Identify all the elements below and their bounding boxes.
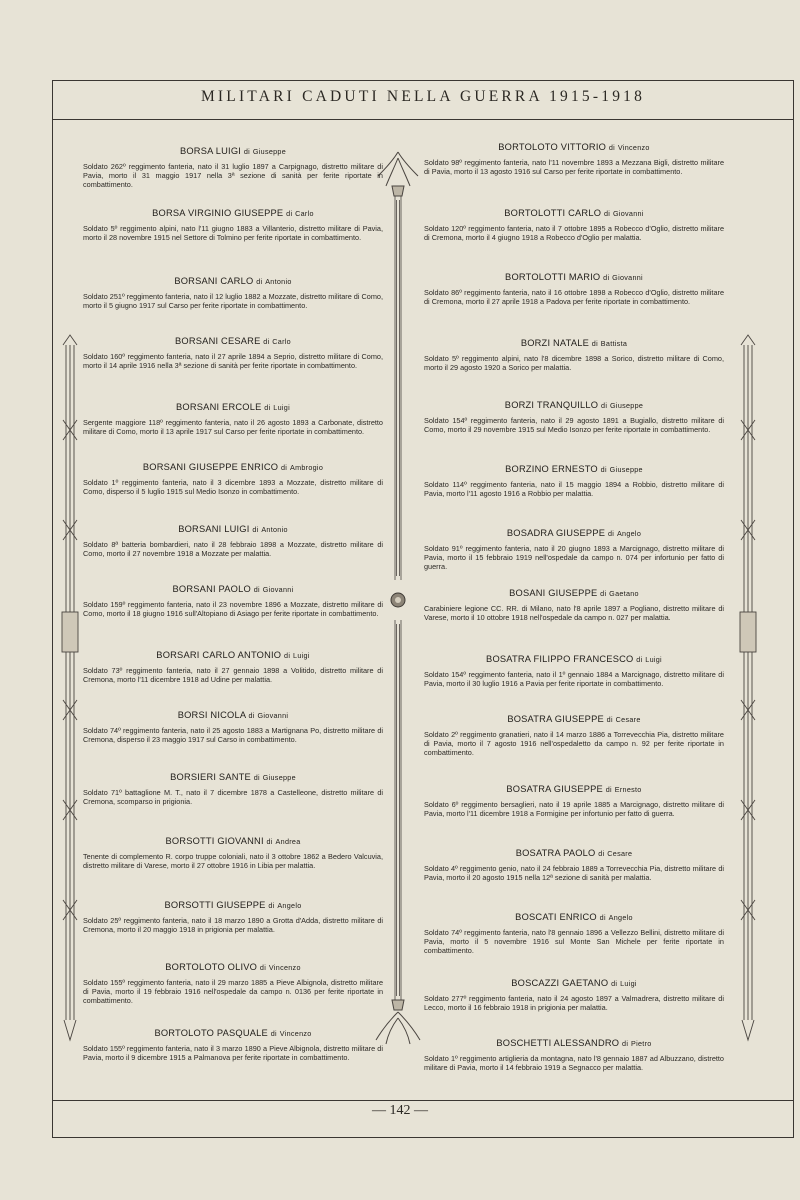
entry-heading [424, 338, 724, 348]
entry-name: BOSATRA PAOLO [515, 848, 596, 858]
entry [83, 146, 383, 189]
entry [424, 464, 724, 499]
entry-father: Giovanni [612, 209, 644, 218]
entry-name: BORSA LUIGI [179, 146, 242, 156]
entry [424, 338, 724, 373]
entry [83, 462, 383, 497]
entry-heading [83, 524, 383, 534]
entry-text: Soldato 154º reggimento fanteria, nato il 1º gennaio 1884 a Marcignago, distretto militare di Pavia, morto il 30 luglio 1916 a Pavia per ferite riportate in combattimento. [424, 670, 724, 688]
entry-text: Soldato 91º reggimento fanteria, nato il 20 giugno 1893 a Marcignago, distretto militare di Pavia, morto il 15 febbraio 1919 nell'ospedale da campo n. 074 per infortunio per fatto di guerra. [424, 544, 724, 571]
entry-father: Vincenzo [279, 1029, 312, 1038]
entry-di: di [243, 147, 251, 156]
entry-father: Andrea [275, 837, 301, 846]
page-title: MILITARI CADUTI NELLA GUERRA 1915-1918 [200, 88, 646, 105]
entry-text: Soldato 6º reggimento bersaglieri, nato il 19 aprile 1885 a Marcignago, distretto militare di Pavia, morto l'11 dicembre 1918 a Formigine per infortunio per fatto di guerra. [424, 800, 724, 818]
entry-text: Tenente di complemento R. corpo truppe coloniali, nato il 3 ottobre 1862 a Bedero Valcuvia, distretto militare di Varese, morto il 27 ottobre 1916 in Libia per malattia. [83, 852, 383, 870]
entry-heading [83, 146, 383, 156]
entry-heading [424, 400, 724, 410]
entry-heading [83, 584, 383, 594]
entry [83, 276, 383, 311]
entry-heading [424, 1038, 724, 1048]
entry-text: Soldato 25º reggimento fanteria, nato il 18 marzo 1890 a Grotta d'Adda, distretto militare di Cremona, morto il 20 maggio 1918 in prigionia per malattia. [83, 916, 383, 934]
entry-father: Cesare [615, 715, 641, 724]
entry-text: Soldato 262º reggimento fanteria, nato il 31 luglio 1897 a Carpignago, distretto militare di Pavia, morto il 31 maggio 1917 nella 3ª sezione di sanità per ferite riportate in combattimento. [83, 162, 383, 189]
entry-name: BORZI NATALE [520, 338, 589, 348]
entry [424, 528, 724, 571]
entry-text: Soldato 74º reggimento fanteria, nato il 25 agosto 1883 a Martignana Po, distretto militare di Cremona, disperso il 23 maggio 1917 sul Carso in combattimento. [83, 726, 383, 744]
entry-text: Soldato 251º reggimento fanteria, nato il 12 luglio 1882 a Mozzate, distretto militare di Como, morto il 5 giugno 1917 sul Carso per ferite riportate in combattimento. [83, 292, 383, 310]
entry-heading [83, 1028, 383, 1038]
bottom-rule [52, 1100, 794, 1101]
entry [83, 650, 383, 685]
entry-father: Cesare [607, 849, 633, 858]
entry-text: Soldato 154º reggimento fanteria, nato il 29 agosto 1891 a Bugiallo, distretto militare di Como, morto il 29 novembre 1915 sul Medio Isonzo per ferite riportate in combattimento. [424, 416, 724, 434]
entry [424, 654, 724, 689]
entry-name: BOSCATI ENRICO [515, 912, 597, 922]
entry-father: Giovanni [612, 273, 643, 282]
entry-text: Soldato 160º reggimento fanteria, nato il 27 aprile 1894 a Seprio, distretto militare di Como, morto il 14 aprile 1916 nella 3ª sezione di sanità per ferite riportate in combattimento. [83, 352, 383, 370]
entry-text: Carabiniere legione CC. RR. di Milano, nato l'8 aprile 1897 a Pogliano, distretto militare di Varese, morto il 10 ottobre 1918 nell'ospedale da campo n. 027 per malattia. [424, 604, 724, 622]
entry-father: Carlo [295, 209, 314, 218]
entry-heading [83, 836, 383, 846]
entry [424, 208, 724, 243]
entry [83, 772, 383, 807]
entry-di: di [256, 277, 263, 286]
entry-father: Antonio [261, 525, 288, 534]
entry-name: BORTOLOTO OLIVO [165, 962, 258, 972]
entry-heading [83, 276, 383, 286]
entry-heading [424, 142, 724, 152]
entry-heading [424, 208, 724, 218]
entry [83, 836, 383, 871]
entry-heading [424, 654, 724, 664]
entry-father: Giuseppe [262, 773, 296, 782]
entry-name: BOSADRA GIUSEPPE [506, 528, 606, 538]
entry-di: di [600, 589, 607, 598]
entry-name: BORSANI ERCOLE [176, 402, 262, 412]
entry-heading [83, 772, 383, 782]
entry-text: Soldato 155º reggimento fanteria, nato il 29 marzo 1885 a Pieve Albignola, distretto militare di Pavia, morto il 19 febbraio 1916 nell'ospedale da campo n. 0136 per ferite riportate in combattimento. [83, 978, 383, 1005]
torch-flame-top-ornament [378, 152, 418, 196]
entry-heading [424, 978, 724, 988]
entry-di: di [252, 525, 259, 534]
entry [424, 978, 724, 1013]
entry [424, 912, 724, 955]
entry [83, 402, 383, 437]
entry-heading [424, 912, 724, 922]
entry-heading [83, 462, 383, 472]
entry-name: BORSANI PAOLO [172, 584, 251, 594]
entry-name: BORTOLOTTI CARLO [504, 208, 602, 218]
entry-father: Carlo [272, 337, 291, 346]
entry-di: di [286, 209, 293, 218]
entry-heading [424, 714, 724, 724]
entry-di: di [607, 529, 615, 538]
entry [83, 962, 383, 1005]
entry-father: Battista [600, 339, 628, 348]
entry-heading [424, 848, 724, 858]
entry-di: di [280, 463, 288, 472]
entry-di: di [259, 963, 267, 972]
page-number: — 142 — [372, 1103, 428, 1118]
entry-heading [83, 650, 383, 660]
entry-name: BORTOLOTO PASQUALE [154, 1028, 268, 1038]
entry [424, 400, 724, 435]
entry-father: Giuseppe [252, 147, 287, 156]
entry-di: di [284, 651, 291, 660]
entry-di: di [636, 655, 643, 664]
entry-father: Angelo [277, 901, 302, 910]
entry-text: Soldato 277º reggimento fanteria, nato il 24 agosto 1897 a Valmadrera, distretto militare di Lecco, morto il 16 febbraio 1918 in prigionia per malattia. [424, 994, 724, 1012]
entry [424, 784, 724, 819]
entry-di: di [266, 837, 273, 846]
entry-di: di [606, 715, 613, 724]
entry-text: Soldato 71º battaglione M. T., nato il 7 dicembre 1878 a Castelleone, distretto militare di Cremona, scomparso in prigionia. [83, 788, 383, 806]
entry-text: Soldato 2º reggimento granatieri, nato il 14 marzo 1886 a Torrevecchia Pia, distretto militare di Pavia, morto il 7 agosto 1916 nell'ospedaletto da campo n. 92 per ferite riportate in combattimento. [424, 730, 724, 757]
entry-father: Ambrogio [289, 463, 324, 472]
entry-di: di [608, 143, 616, 152]
entry-di: di [264, 403, 271, 412]
entry-text: Soldato 159º reggimento fanteria, nato il 23 novembre 1896 a Mozzate, distretto militare di Como, morto il 18 giugno 1916 sull'Altopiano di Asiago per ferite riportate in combattimento. [83, 600, 383, 618]
entry-name: BOSANI GIUSEPPE [509, 588, 598, 598]
entry-di: di [622, 1039, 629, 1048]
entry-di: di [253, 773, 260, 782]
entry-di: di [248, 711, 255, 720]
entry-father: Luigi [645, 655, 662, 664]
entry-heading [83, 336, 383, 346]
entry-father: Luigi [273, 403, 290, 412]
entry-text: Soldato 4º reggimento genio, nato il 24 febbraio 1889 a Torrevecchia Pia, distretto militare di Pavia, morto il 20 agosto 1915 nella 12ª sezione di sanità per malattia. [424, 864, 724, 882]
entry-text: Soldato 5º reggimento alpini, nato l'8 dicembre 1898 a Sorico, distretto militare di Como, morto il 29 agosto 1920 a Sorico per malattia. [424, 354, 724, 372]
entry-text: Soldato 1º reggimento artiglieria da montagna, nato l'8 gennaio 1887 ad Albuzzano, distretto militare di Pavia, morto il 14 febbraio 1919 a Segnacco per malattia. [424, 1054, 724, 1072]
entry-text: Soldato 120º reggimento fanteria, nato il 7 ottobre 1895 a Robecco d'Oglio, distretto militare di Cremona, morto il 4 giugno 1918 a Robecco d'Oglio per malattia. [424, 224, 724, 242]
entry-name: BOSCHETTI ALESSANDRO [496, 1038, 620, 1048]
entry-name: BOSATRA GIUSEPPE [506, 784, 603, 794]
entry-name: BORZI TRANQUILLO [504, 400, 599, 410]
entry-heading [424, 272, 724, 282]
entry-text: Sergente maggiore 118º reggimento fanteria, nato il 26 agosto 1893 a Carbonate, distretto militare di Como, morto il 13 aprile 1917 sul Carso per ferite riportate in combattimento. [83, 418, 383, 436]
entry-father: Luigi [620, 979, 637, 988]
entry-name: BORSARI CARLO ANTONIO [156, 650, 282, 660]
entry-di: di [611, 979, 618, 988]
entry-father: Angelo [608, 913, 633, 922]
entry-di: di [598, 849, 605, 858]
entry-name: BORZINO ERNESTO [505, 464, 598, 474]
entry [83, 584, 383, 619]
entry-di: di [591, 339, 598, 348]
entry-father: Vincenzo [268, 963, 301, 972]
entry-text: Soldato 98º reggimento fanteria, nato l'11 novembre 1893 a Mezzana Bigli, distretto militare di Pavia, morto il 13 agosto 1916 sul Carso per ferite riportate in combattimento. [424, 158, 724, 176]
entry-name: BORSANI LUIGI [178, 524, 250, 534]
entry [83, 900, 383, 935]
entry [83, 710, 383, 745]
entry [424, 848, 724, 883]
entry-father: Giuseppe [609, 465, 643, 474]
entry-father: Angelo [616, 529, 642, 538]
entry-name: BORSA VIRGINIO GIUSEPPE [152, 208, 284, 218]
entry-text: Soldato 5º reggimento alpini, nato l'11 giugno 1883 a Villanterio, distretto militare di Pavia, morto il 28 novembre 1915 nel Settore di Tolmino per ferite riportate in combattimento. [83, 224, 383, 242]
entry-father: Luigi [293, 651, 310, 660]
entry-heading [424, 784, 724, 794]
entry-name: BOSATRA GIUSEPPE [507, 714, 604, 724]
entry [83, 1028, 383, 1063]
entry [424, 588, 724, 623]
entry-heading [424, 464, 724, 474]
entry [424, 1038, 724, 1073]
entry-name: BORTOLOTTI MARIO [505, 272, 601, 282]
entry-heading [83, 208, 383, 218]
entry-text: Soldato 114º reggimento fanteria, nato il 15 maggio 1894 a Robbio, distretto militare di Pavia, morto l'11 agosto 1916 a Robbio per malattia. [424, 480, 724, 498]
entry-father: Giovanni [262, 585, 294, 594]
entry-name: BOSCAZZI GAETANO [511, 978, 609, 988]
entry-di: di [599, 913, 606, 922]
entry-text: Soldato 155º reggimento fanteria, nato il 3 marzo 1890 a Pieve Albignola, distretto militare di Pavia, morto il 9 dicembre 1915 a Palmanova per ferite riportate in combattimento. [83, 1044, 383, 1062]
entry [83, 336, 383, 371]
entry-heading [83, 900, 383, 910]
entry-name: BORSOTTI GIUSEPPE [164, 900, 266, 910]
entry-name: BORSOTTI GIOVANNI [165, 836, 264, 846]
entry-father: Ernesto [614, 785, 642, 794]
entry-name: BORSI NICOLA [177, 710, 246, 720]
torch-medallion-icon [391, 593, 405, 607]
entry-di: di [270, 1029, 277, 1038]
left-fasces-ornament [62, 335, 78, 1040]
entry-father: Antonio [265, 277, 292, 286]
entry-text: Soldato 74º reggimento fanteria, nato l'8 gennaio 1896 a Vellezzo Bellini, distretto militare di Pavia, morto il 5 novembre 1916 sul Monte San Michele per ferite riportate in combattimento. [424, 928, 724, 955]
entry-name: BORTOLOTO VITTORIO [498, 142, 607, 152]
entry-di: di [268, 901, 275, 910]
entry-text: Soldato 73º reggimento fanteria, nato il 27 gennaio 1898 a Volitido, distretto militare di Cremona, morto l'11 dicembre 1918 ad Udine per malattia. [83, 666, 383, 684]
entry-father: Giovanni [257, 711, 289, 720]
entry-di: di [601, 401, 608, 410]
entry-father: Vincenzo [617, 143, 650, 152]
entry-father: Gaetano [609, 589, 639, 598]
entry-heading [83, 402, 383, 412]
entry-name: BORSIERI SANTE [170, 772, 251, 782]
entry [424, 272, 724, 307]
entry-di: di [605, 785, 612, 794]
entry-di: di [253, 585, 260, 594]
entry-di: di [603, 273, 610, 282]
entry-father: Giuseppe [610, 401, 644, 410]
entry-di: di [263, 337, 270, 346]
entry-name: BORSANI GIUSEPPE ENRICO [142, 462, 279, 472]
entry [83, 524, 383, 559]
entry [424, 142, 724, 177]
entry-di: di [603, 209, 611, 218]
entry-heading [83, 710, 383, 720]
entry [83, 208, 383, 243]
entry-text: Soldato 1º reggimento fanteria, nato il 3 dicembre 1893 a Mozzate, distretto militare di Como, disperso il 5 luglio 1915 sul Medio Isonzo in combattimento. [83, 478, 383, 496]
entry-name: BORSANI CESARE [175, 336, 261, 346]
entry-name: BOSATRA FILIPPO FRANCESCO [486, 654, 634, 664]
entry-father: Pietro [631, 1039, 652, 1048]
entry-name: BORSANI CARLO [174, 276, 254, 286]
entry-heading [424, 588, 724, 598]
entry-heading [424, 528, 724, 538]
entry [424, 714, 724, 757]
entry-di: di [600, 465, 607, 474]
entry-text: Soldato 8ª batteria bombardieri, nato il 28 febbraio 1898 a Mozzate, distretto militare di Como, morto il 27 novembre 1918 a Mozzate per malattia. [83, 540, 383, 558]
entry-text: Soldato 86º reggimento fanteria, nato il 16 ottobre 1898 a Robecco d'Oglio, distretto militare di Cremona, morto il 27 aprile 1918 a Padova per ferite riportate in combattimento. [424, 288, 724, 306]
right-fasces-ornament [740, 335, 756, 1040]
entry-heading [83, 962, 383, 972]
